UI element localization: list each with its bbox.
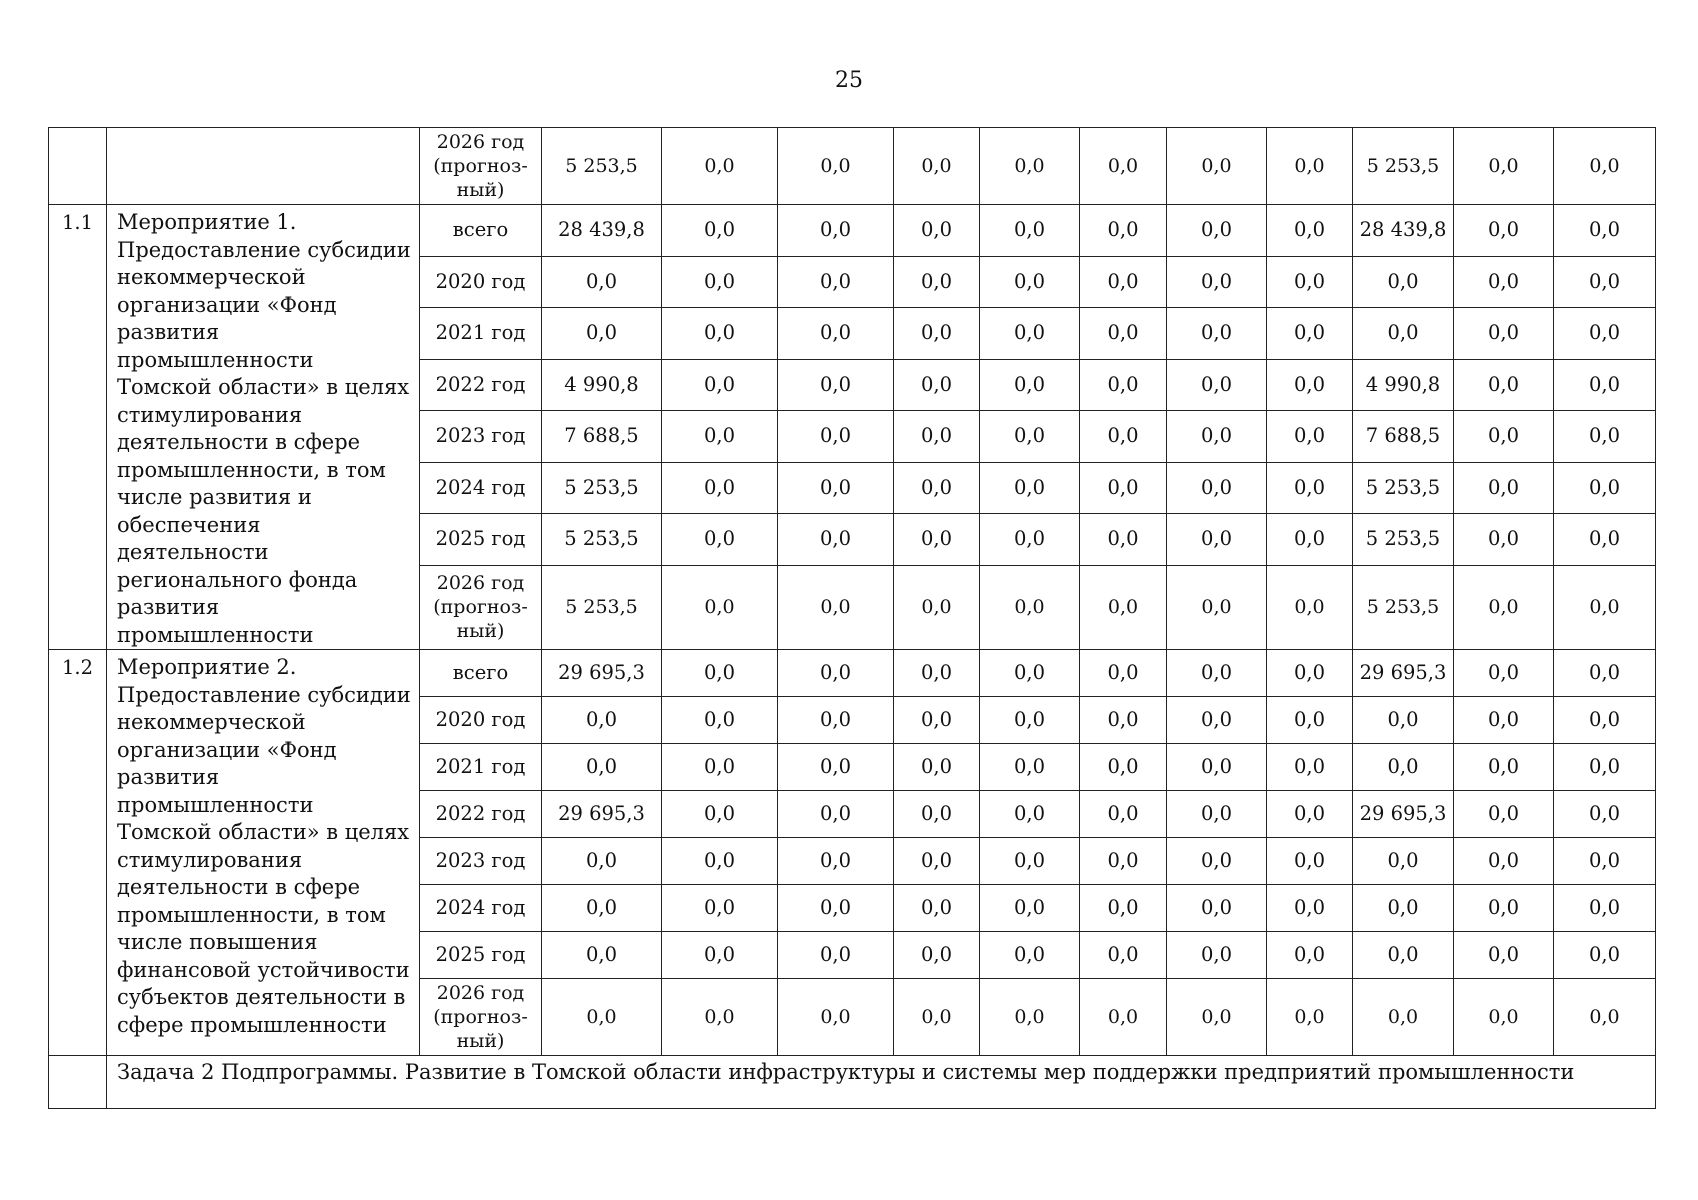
value-cell: 0,0 [542,256,662,308]
value-cell: 0,0 [894,791,980,838]
value-cell: 0,0 [1454,932,1554,979]
value-cell: 0,0 [662,565,778,650]
value-cell: 0,0 [662,791,778,838]
value-cell: 29 695,3 [1353,650,1454,697]
value-cell: 0,0 [1267,885,1353,932]
value-cell: 0,0 [980,650,1080,697]
value-cell: 0,0 [980,932,1080,979]
value-cell: 0,0 [662,308,778,360]
value-cell: 0,0 [1454,979,1554,1056]
value-cell: 0,0 [894,932,980,979]
value-cell: 0,0 [542,979,662,1056]
period-cell: 2022 год [420,791,542,838]
value-cell: 5 253,5 [542,514,662,566]
value-cell: 0,0 [1454,838,1554,885]
value-cell: 0,0 [980,791,1080,838]
value-cell: 0,0 [778,411,894,463]
period-cell: 2026 год (прогноз-ный) [420,979,542,1056]
value-cell: 0,0 [894,128,980,205]
value-cell: 4 990,8 [542,359,662,411]
value-cell: 0,0 [1267,838,1353,885]
value-cell: 0,0 [778,359,894,411]
value-cell: 0,0 [980,838,1080,885]
period-cell: 2026 год (прогноз-ный) [420,128,542,205]
value-cell: 0,0 [1167,697,1267,744]
value-cell: 0,0 [778,308,894,360]
period-cell: 2024 год [420,462,542,514]
value-cell: 0,0 [1454,650,1554,697]
value-cell: 0,0 [1167,205,1267,257]
value-cell: 0,0 [894,514,980,566]
period-cell: 2023 год [420,411,542,463]
value-cell: 28 439,8 [1353,205,1454,257]
measure-code-cell [49,128,107,205]
value-cell: 0,0 [662,256,778,308]
value-cell: 0,0 [778,462,894,514]
period-cell: 2022 год [420,359,542,411]
value-cell: 0,0 [1267,932,1353,979]
value-cell: 0,0 [980,359,1080,411]
value-cell: 0,0 [1080,932,1167,979]
value-cell: 0,0 [1080,308,1167,360]
value-cell: 0,0 [1554,514,1656,566]
value-cell: 0,0 [542,308,662,360]
value-cell: 0,0 [1080,462,1167,514]
value-cell: 0,0 [1167,565,1267,650]
value-cell: 0,0 [1080,565,1167,650]
value-cell: 0,0 [778,932,894,979]
value-cell: 4 990,8 [1353,359,1454,411]
value-cell: 0,0 [894,205,980,257]
value-cell: 0,0 [1080,697,1167,744]
value-cell: 0,0 [1267,514,1353,566]
table-row [49,205,1656,257]
value-cell: 0,0 [1167,359,1267,411]
value-cell: 0,0 [1554,205,1656,257]
value-cell: 0,0 [1167,411,1267,463]
value-cell: 0,0 [662,205,778,257]
value-cell: 0,0 [662,838,778,885]
period-cell: 2021 год [420,744,542,791]
value-cell: 0,0 [980,205,1080,257]
value-cell: 0,0 [1454,256,1554,308]
value-cell: 0,0 [1454,885,1554,932]
measure-name-cell: Мероприятие 1. Предоставление субсидии некоммерческой организации «Фонд развития промышленности Томской области» в целях стимулирования деятельности в сфере промышленности, в том числе развития и обеспечения деятельности регионального фонда развития промышленности [107,205,420,650]
value-cell: 0,0 [1554,932,1656,979]
value-cell: 0,0 [1267,979,1353,1056]
value-cell: 0,0 [542,885,662,932]
value-cell: 0,0 [1554,744,1656,791]
period-cell: всего [420,650,542,697]
value-cell: 0,0 [1554,359,1656,411]
measure-code-cell: 1.2 [49,650,107,1056]
period-cell: 2020 год [420,697,542,744]
value-cell: 5 253,5 [1353,462,1454,514]
value-cell: 0,0 [662,514,778,566]
period-cell: 2026 год (прогноз-ный) [420,565,542,650]
value-cell: 0,0 [1353,932,1454,979]
value-cell: 0,0 [1554,979,1656,1056]
value-cell: 0,0 [894,411,980,463]
value-cell: 0,0 [1267,205,1353,257]
value-cell: 0,0 [1167,308,1267,360]
value-cell: 0,0 [1167,932,1267,979]
value-cell: 0,0 [662,979,778,1056]
value-cell: 5 253,5 [542,128,662,205]
value-cell: 0,0 [1267,359,1353,411]
value-cell: 0,0 [778,650,894,697]
value-cell: 0,0 [1267,791,1353,838]
value-cell: 0,0 [778,791,894,838]
value-cell: 29 695,3 [1353,791,1454,838]
period-cell: 2025 год [420,932,542,979]
value-cell: 0,0 [1454,308,1554,360]
value-cell: 0,0 [778,744,894,791]
value-cell: 0,0 [980,885,1080,932]
value-cell: 5 253,5 [1353,514,1454,566]
value-cell: 0,0 [1267,128,1353,205]
value-cell: 0,0 [894,838,980,885]
value-cell: 0,0 [1454,514,1554,566]
value-cell: 29 695,3 [542,650,662,697]
value-cell: 0,0 [662,744,778,791]
value-cell: 0,0 [1454,744,1554,791]
value-cell: 0,0 [778,128,894,205]
table-row [49,128,1656,205]
value-cell: 5 253,5 [542,565,662,650]
value-cell: 0,0 [894,308,980,360]
value-cell: 0,0 [1167,462,1267,514]
value-cell: 0,0 [1454,411,1554,463]
value-cell: 0,0 [542,697,662,744]
value-cell: 0,0 [1267,256,1353,308]
value-cell: 0,0 [1167,128,1267,205]
value-cell: 0,0 [1353,838,1454,885]
value-cell: 0,0 [1353,256,1454,308]
financing-table [48,127,1656,1109]
value-cell: 0,0 [1080,650,1167,697]
value-cell: 0,0 [1554,462,1656,514]
table-row [49,650,1656,697]
value-cell: 28 439,8 [542,205,662,257]
value-cell: 0,0 [778,514,894,566]
value-cell: 0,0 [1267,697,1353,744]
value-cell: 0,0 [1554,128,1656,205]
value-cell: 0,0 [1454,359,1554,411]
value-cell: 0,0 [1080,838,1167,885]
value-cell: 0,0 [980,462,1080,514]
period-cell: 2025 год [420,514,542,566]
value-cell: 0,0 [1554,697,1656,744]
value-cell: 0,0 [894,462,980,514]
value-cell: 0,0 [1454,462,1554,514]
period-cell: 2020 год [420,256,542,308]
value-cell: 0,0 [1554,565,1656,650]
value-cell: 0,0 [1554,885,1656,932]
task-row [49,1056,1656,1109]
value-cell: 0,0 [1454,791,1554,838]
value-cell: 0,0 [1080,514,1167,566]
value-cell: 0,0 [662,359,778,411]
value-cell: 0,0 [980,128,1080,205]
value-cell: 7 688,5 [542,411,662,463]
measure-name-cell [107,128,420,205]
value-cell: 0,0 [894,744,980,791]
value-cell: 0,0 [1167,514,1267,566]
value-cell: 0,0 [778,979,894,1056]
value-cell: 0,0 [1167,256,1267,308]
value-cell: 0,0 [1080,791,1167,838]
value-cell: 0,0 [1353,885,1454,932]
value-cell: 0,0 [1167,838,1267,885]
value-cell: 0,0 [1554,308,1656,360]
value-cell: 0,0 [778,565,894,650]
value-cell: 0,0 [980,308,1080,360]
period-cell: 2023 год [420,838,542,885]
period-cell: всего [420,205,542,257]
value-cell: 0,0 [1167,979,1267,1056]
value-cell: 0,0 [1080,128,1167,205]
value-cell: 0,0 [980,697,1080,744]
value-cell: 7 688,5 [1353,411,1454,463]
value-cell: 0,0 [1554,650,1656,697]
value-cell: 0,0 [662,411,778,463]
value-cell: 0,0 [894,650,980,697]
value-cell: 0,0 [1267,565,1353,650]
page-number: 25 [835,68,863,93]
value-cell: 0,0 [1267,744,1353,791]
value-cell: 0,0 [894,256,980,308]
value-cell: 0,0 [1080,256,1167,308]
value-cell: 0,0 [778,697,894,744]
measure-name-cell: Мероприятие 2. Предоставление субсидии некоммерческой организации «Фонд развития промышленности Томской области» в целях стимулирования деятельности в сфере промышленности, в том числе повышения финансовой устойчивости субъектов деятельности в сфере промышленности [107,650,420,1056]
value-cell: 5 253,5 [542,462,662,514]
value-cell: 0,0 [980,744,1080,791]
value-cell: 0,0 [980,411,1080,463]
value-cell: 0,0 [662,697,778,744]
value-cell: 0,0 [662,885,778,932]
value-cell: 0,0 [980,979,1080,1056]
value-cell: 0,0 [1454,565,1554,650]
value-cell: 0,0 [894,979,980,1056]
value-cell: 0,0 [1080,744,1167,791]
task-title-cell: Задача 2 Подпрограммы. Развитие в Томской области инфраструктуры и системы мер поддержки предприятий промышленности [107,1056,1656,1109]
value-cell: 0,0 [894,565,980,650]
value-cell: 0,0 [1454,128,1554,205]
value-cell: 0,0 [1080,359,1167,411]
value-cell: 0,0 [778,838,894,885]
value-cell: 0,0 [1080,885,1167,932]
measure-code-cell: 1.1 [49,205,107,650]
value-cell: 0,0 [1353,308,1454,360]
value-cell: 0,0 [778,885,894,932]
value-cell: 0,0 [778,256,894,308]
value-cell: 0,0 [1167,791,1267,838]
value-cell: 0,0 [662,128,778,205]
value-cell: 0,0 [1080,411,1167,463]
value-cell: 0,0 [1167,744,1267,791]
value-cell: 0,0 [662,462,778,514]
value-cell: 0,0 [1267,650,1353,697]
value-cell: 0,0 [1267,411,1353,463]
value-cell: 0,0 [1353,979,1454,1056]
value-cell: 0,0 [894,359,980,411]
period-cell: 2021 год [420,308,542,360]
value-cell: 0,0 [662,932,778,979]
value-cell: 0,0 [980,565,1080,650]
value-cell: 0,0 [1554,838,1656,885]
value-cell: 5 253,5 [1353,128,1454,205]
value-cell: 0,0 [542,744,662,791]
value-cell: 0,0 [1267,462,1353,514]
value-cell: 0,0 [980,514,1080,566]
value-cell: 29 695,3 [542,791,662,838]
value-cell: 0,0 [1167,650,1267,697]
value-cell: 0,0 [778,205,894,257]
value-cell: 0,0 [1353,744,1454,791]
value-cell: 0,0 [542,932,662,979]
value-cell: 0,0 [894,697,980,744]
value-cell: 0,0 [1554,791,1656,838]
value-cell: 0,0 [1353,697,1454,744]
value-cell: 5 253,5 [1353,565,1454,650]
value-cell: 0,0 [1167,885,1267,932]
task-code-cell [49,1056,107,1109]
value-cell: 0,0 [894,885,980,932]
value-cell: 0,0 [662,650,778,697]
period-cell: 2024 год [420,885,542,932]
value-cell: 0,0 [1554,411,1656,463]
value-cell: 0,0 [1267,308,1353,360]
value-cell: 0,0 [980,256,1080,308]
value-cell: 0,0 [542,838,662,885]
value-cell: 0,0 [1080,205,1167,257]
value-cell: 0,0 [1554,256,1656,308]
value-cell: 0,0 [1080,979,1167,1056]
value-cell: 0,0 [1454,205,1554,257]
value-cell: 0,0 [1454,697,1554,744]
